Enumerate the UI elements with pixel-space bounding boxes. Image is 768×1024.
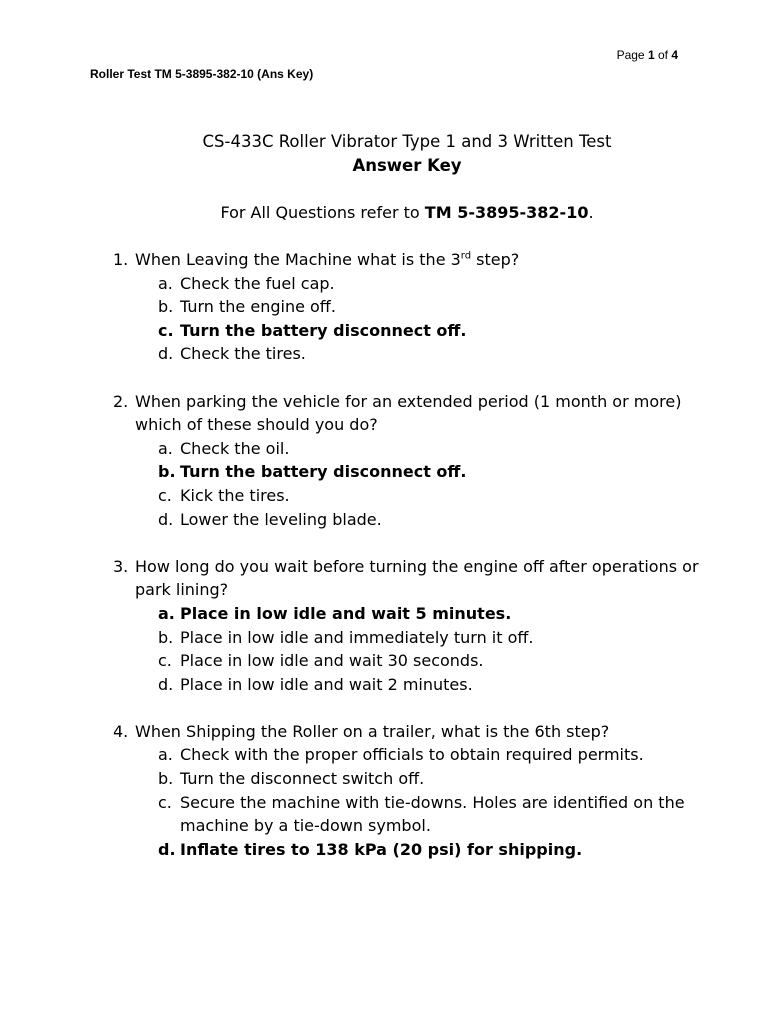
correct-answer-option: [158, 460, 713, 484]
option-letter: b.: [158, 627, 174, 647]
option-text: Kick the tires.: [180, 485, 290, 505]
document-title-block: [0, 130, 768, 178]
answer-option: [158, 484, 713, 508]
option-letter: a.: [158, 745, 173, 765]
question-stem: [113, 390, 713, 437]
answer-option: [158, 626, 713, 650]
question-number: 1.: [113, 250, 129, 269]
option-letter: c.: [158, 485, 172, 505]
option-letter: c.: [158, 651, 172, 671]
page-total: 4: [671, 48, 678, 62]
correct-answer-option: [158, 319, 713, 343]
option-text: Turn the engine off.: [180, 297, 336, 317]
answer-option: [158, 295, 713, 319]
option-text: Turn the battery disconnect off.: [180, 462, 467, 482]
option-letter: d.: [158, 344, 174, 364]
answer-options: [158, 437, 713, 531]
option-letter: d.: [158, 839, 176, 859]
question-4: [113, 720, 713, 862]
question-number: 3.: [113, 556, 129, 576]
question-text-superscript: rd: [460, 250, 472, 262]
answer-option: [158, 342, 713, 366]
document-subtitle: Answer Key: [352, 156, 462, 175]
option-text: Turn the disconnect switch off.: [180, 769, 425, 789]
option-text: Turn the battery disconnect off.: [180, 320, 467, 340]
page-current: 1: [647, 48, 655, 62]
header-reference: Roller Test TM 5-3895-382-10 (Ans Key): [90, 67, 314, 81]
instruction-tm-reference: TM 5-3895-382-10: [424, 203, 589, 222]
page-number: [617, 48, 678, 62]
option-letter: d.: [158, 509, 174, 529]
question-text: When Shipping the Roller on a trailer, what is the 6th step?: [135, 721, 610, 741]
question-stem: [113, 555, 713, 602]
option-text: Check the tires.: [180, 344, 306, 364]
question-2: [113, 390, 713, 532]
option-letter: b.: [158, 462, 176, 482]
option-text: Check with the proper officials to obtain required permits.: [180, 745, 644, 765]
option-letter: a.: [158, 603, 175, 623]
answer-option: [158, 649, 713, 673]
instruction-prefix: For All Questions refer to: [220, 203, 425, 222]
instruction-line: [0, 202, 768, 224]
option-letter: a.: [158, 438, 173, 458]
question-text-before: When Leaving the Machine what is the 3: [135, 250, 461, 269]
answer-option: [158, 767, 713, 791]
question-3: [113, 555, 713, 697]
question-text: [135, 248, 713, 272]
option-text: Place in low idle and wait 30 seconds.: [180, 651, 484, 671]
correct-answer-option: [158, 838, 713, 862]
option-text: Secure the machine with tie-downs. Holes are identified on the machine by a tie-down symbol.: [180, 792, 685, 836]
answer-option: [158, 272, 713, 296]
question-number: 2.: [113, 391, 129, 411]
instruction-suffix: .: [588, 203, 594, 222]
question-stem: [113, 248, 713, 272]
answer-option: [158, 791, 713, 838]
question-number: 4.: [113, 721, 129, 741]
question-1: [113, 248, 713, 366]
answer-option: [158, 508, 713, 532]
answer-option: [158, 743, 713, 767]
page-prefix: Page: [616, 48, 648, 62]
page-of: of: [654, 48, 672, 62]
option-letter: d.: [158, 674, 174, 694]
answer-options: [158, 743, 713, 861]
option-text: Check the fuel cap.: [180, 273, 335, 293]
correct-answer-option: [158, 602, 713, 626]
answer-options: [158, 272, 713, 366]
document-title: CS-433C Roller Vibrator Type 1 and 3 Written Test: [202, 132, 612, 151]
question-text: When parking the vehicle for an extended period (1 month or more) which of these should you do?: [135, 391, 682, 435]
option-text: Check the oil.: [180, 438, 290, 458]
option-letter: c.: [158, 792, 172, 812]
option-text: Place in low idle and wait 2 minutes.: [180, 674, 473, 694]
option-letter: a.: [158, 273, 173, 293]
answer-options: [158, 602, 713, 696]
question-text: How long do you wait before turning the engine off after operations or park lining?: [135, 556, 699, 600]
option-letter: b.: [158, 297, 174, 317]
answer-option: [158, 437, 713, 461]
question-list: [113, 248, 713, 885]
option-letter: b.: [158, 769, 174, 789]
option-text: Lower the leveling blade.: [180, 509, 382, 529]
question-stem: [113, 720, 713, 744]
question-text-after: step?: [471, 250, 520, 269]
option-text: Place in low idle and immediately turn it off.: [180, 627, 534, 647]
option-text: Place in low idle and wait 5 minutes.: [180, 603, 512, 623]
option-text: Inflate tires to 138 kPa (20 psi) for shipping.: [180, 839, 583, 859]
option-letter: c.: [158, 320, 174, 340]
answer-option: [158, 673, 713, 697]
